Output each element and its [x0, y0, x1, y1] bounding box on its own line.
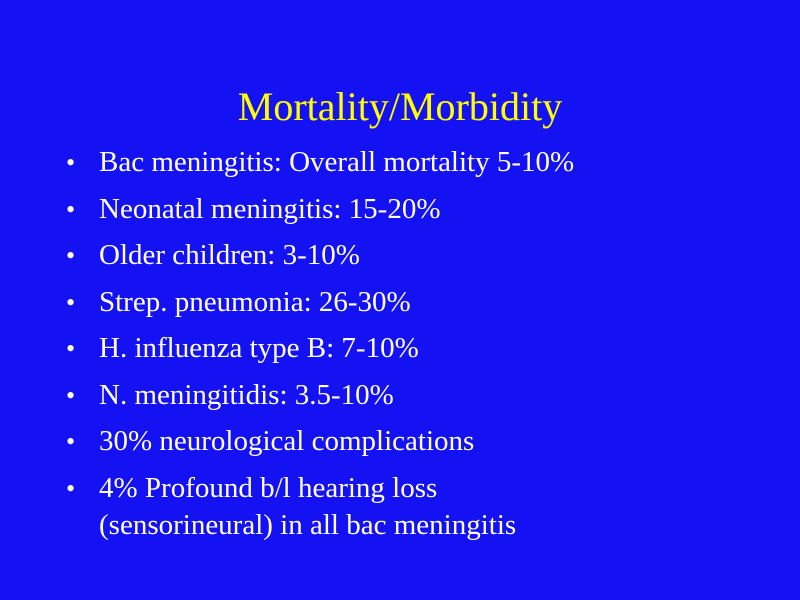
- bullet-icon: •: [66, 194, 76, 224]
- bullet-item-1: [66, 144, 766, 181]
- slide-title: Mortality/Morbidity: [237, 84, 563, 129]
- bullet-item-4: [66, 284, 766, 321]
- bullet-icon: •: [66, 380, 76, 410]
- bullet-item-8: [66, 470, 766, 544]
- bullet-text: Older children: 3-10%: [99, 239, 360, 271]
- bullet-text: Neonatal meningitis: 15-20%: [99, 192, 441, 225]
- bullet-icon: •: [66, 148, 76, 177]
- bullet-icon: •: [66, 241, 76, 270]
- bullet-text: Strep. pneumonia: 26-30%: [99, 285, 411, 318]
- bullet-item-5: [66, 330, 766, 367]
- bullet-icon: •: [66, 334, 76, 363]
- bullet-item-3: [66, 237, 766, 274]
- bullet-item-2: [66, 191, 766, 228]
- bullet-text: N. meningitidis: 3.5-10%: [99, 378, 394, 411]
- bullet-text: Bac meningitis: Overall mortality 5-10%: [99, 146, 575, 178]
- bullet-item-7: [66, 423, 766, 460]
- bullet-text-line-2: (sensorineural) in all bac meningitis: [99, 508, 517, 541]
- bullet-text: H. influenza type B: 7-10%: [99, 332, 419, 364]
- bullet-item-6: [66, 377, 766, 414]
- bullet-icon: •: [66, 473, 76, 503]
- bullet-icon: •: [66, 427, 76, 456]
- bullet-icon: •: [66, 287, 76, 317]
- bullet-text-line-1: 4% Profound b/l hearing loss: [99, 471, 438, 504]
- bullet-text: 30% neurological complications: [99, 425, 475, 457]
- bullet-list: [66, 144, 766, 553]
